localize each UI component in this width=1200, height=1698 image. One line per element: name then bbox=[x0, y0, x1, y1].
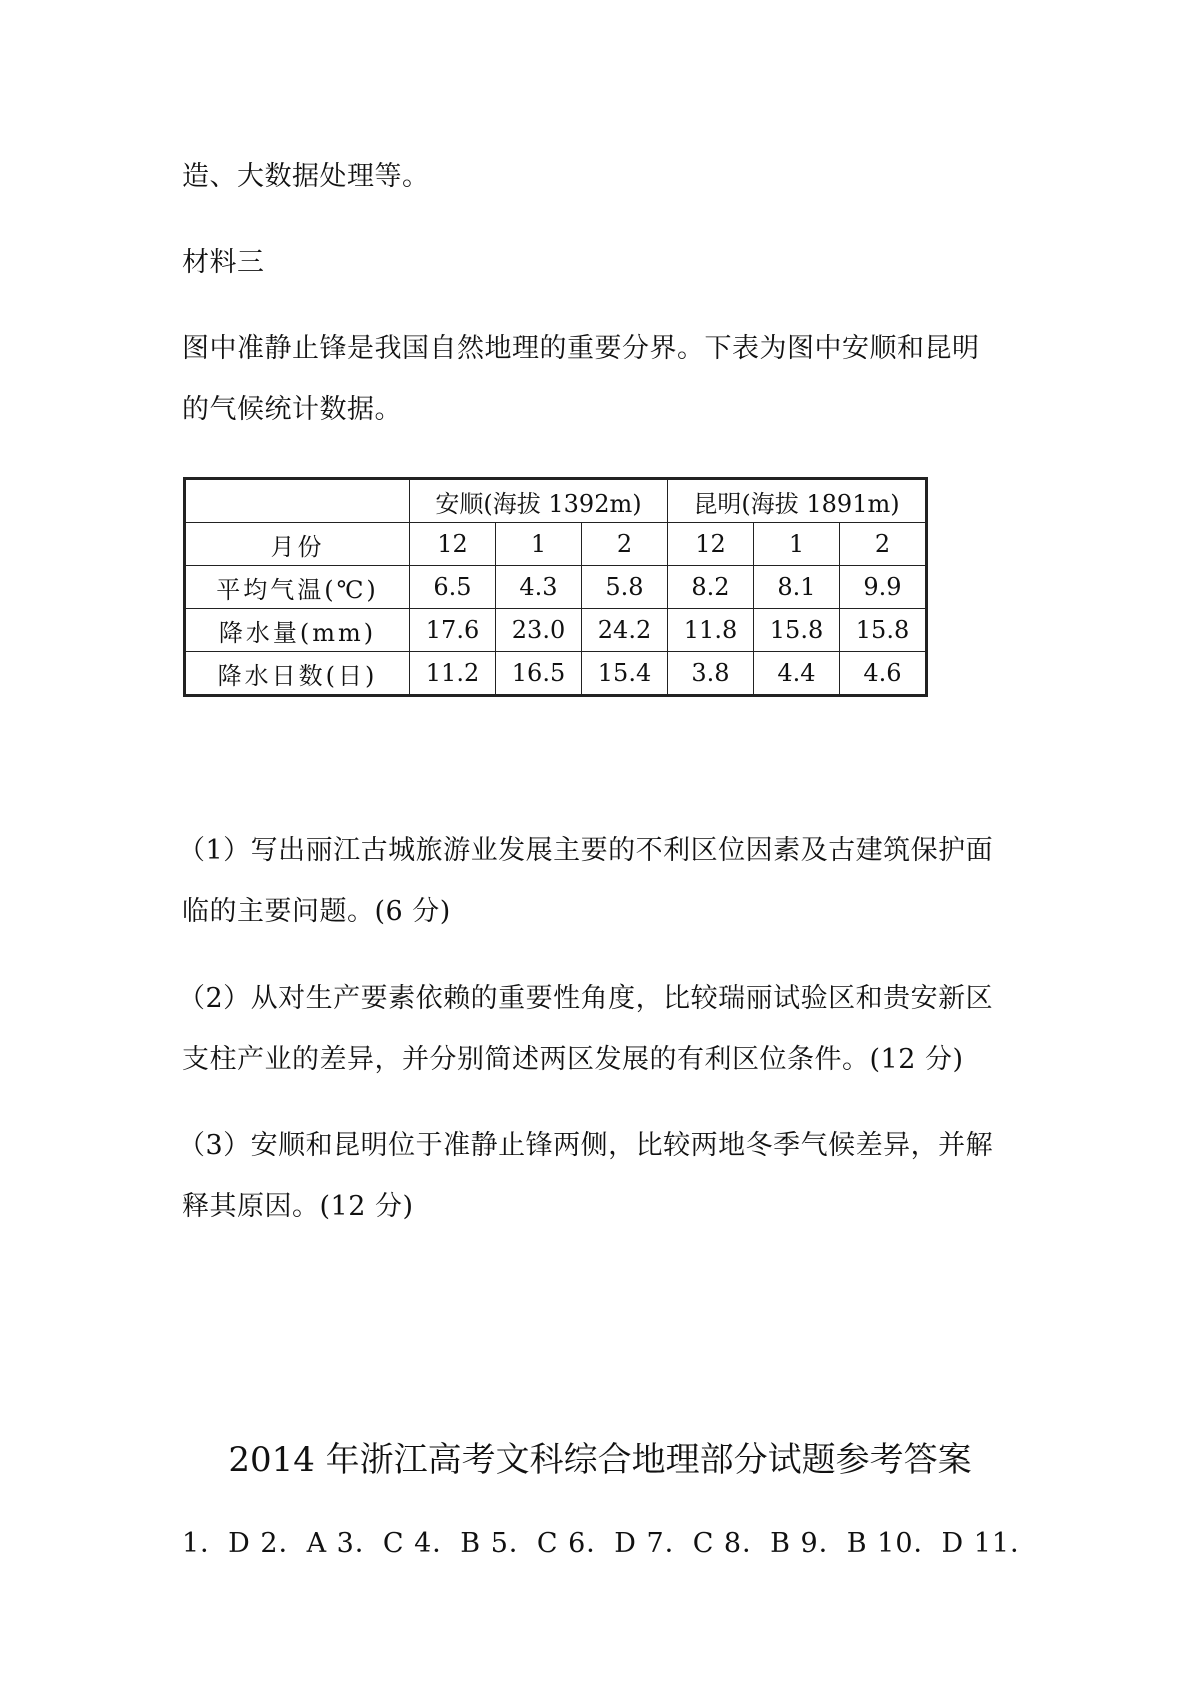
question-2-line-2: 支柱产业的差异，并分别简述两区发展的有利区位条件。(12 分) bbox=[182, 1044, 964, 1075]
month-cell: 1 bbox=[754, 523, 840, 566]
table-row bbox=[185, 609, 927, 652]
station-header-kunming: 昆明(海拔 1891m) bbox=[668, 479, 927, 523]
table-cell: 15.8 bbox=[754, 609, 840, 652]
month-cell: 1 bbox=[496, 523, 582, 566]
table-cell: 4.4 bbox=[754, 652, 840, 696]
station-header-anshun: 安顺(海拔 1392m) bbox=[410, 479, 668, 523]
table-cell: 15.4 bbox=[582, 652, 668, 696]
material-heading: 材料三 bbox=[182, 247, 265, 278]
month-cell: 12 bbox=[410, 523, 496, 566]
table-row bbox=[185, 652, 927, 696]
table-cell: 9.9 bbox=[840, 566, 927, 609]
month-cell: 12 bbox=[668, 523, 754, 566]
question-3-line-2: 释其原因。(12 分) bbox=[182, 1191, 414, 1222]
table-cell: 4.6 bbox=[840, 652, 927, 696]
table-cell: 17.6 bbox=[410, 609, 496, 652]
table-cell: 15.8 bbox=[840, 609, 927, 652]
answers-title: 2014 年浙江高考文科综合地理部分试题参考答案 bbox=[228, 1440, 972, 1480]
table-cell: 23.0 bbox=[496, 609, 582, 652]
material-paragraph-line-2: 的气候统计数据。 bbox=[182, 394, 402, 425]
table-cell: 11.2 bbox=[410, 652, 496, 696]
climate-data-table bbox=[183, 477, 928, 697]
question-3-line-1: （3）安顺和昆明位于准静止锋两侧，比较两地冬季气候差异，并解 bbox=[178, 1130, 994, 1161]
table-corner-cell bbox=[185, 479, 410, 523]
table-cell: 24.2 bbox=[582, 609, 668, 652]
intro-text-line: 造、大数据处理等。 bbox=[182, 161, 430, 192]
row-label: 平均气温(℃) bbox=[185, 566, 410, 609]
question-1-line-1: （1）写出丽江古城旅游业发展主要的不利区位因素及古建筑保护面 bbox=[178, 835, 994, 866]
month-label: 月份 bbox=[185, 523, 410, 566]
month-cell: 2 bbox=[840, 523, 927, 566]
row-label: 降水日数(日) bbox=[185, 652, 410, 696]
answers-line-1: 1．D 2．A 3．C 4．B 5．C 6．D 7．C 8．B 9．B 10．D 11． bbox=[182, 1528, 1039, 1559]
material-paragraph-line-1: 图中准静止锋是我国自然地理的重要分界。下表为图中安顺和昆明 bbox=[182, 333, 980, 364]
question-2-line-1: （2）从对生产要素依赖的重要性角度，比较瑞丽试验区和贵安新区 bbox=[178, 983, 994, 1014]
table-cell: 6.5 bbox=[410, 566, 496, 609]
table-month-row bbox=[185, 523, 927, 566]
table-row bbox=[185, 566, 927, 609]
row-label: 降水量(mm) bbox=[185, 609, 410, 652]
table-cell: 8.2 bbox=[668, 566, 754, 609]
month-cell: 2 bbox=[582, 523, 668, 566]
table-cell: 4.3 bbox=[496, 566, 582, 609]
table-cell: 5.8 bbox=[582, 566, 668, 609]
table-cell: 16.5 bbox=[496, 652, 582, 696]
table-cell: 3.8 bbox=[668, 652, 754, 696]
table-cell: 8.1 bbox=[754, 566, 840, 609]
table-header-row bbox=[185, 479, 927, 523]
question-1-line-2: 临的主要问题。(6 分) bbox=[182, 896, 451, 927]
table-cell: 11.8 bbox=[668, 609, 754, 652]
